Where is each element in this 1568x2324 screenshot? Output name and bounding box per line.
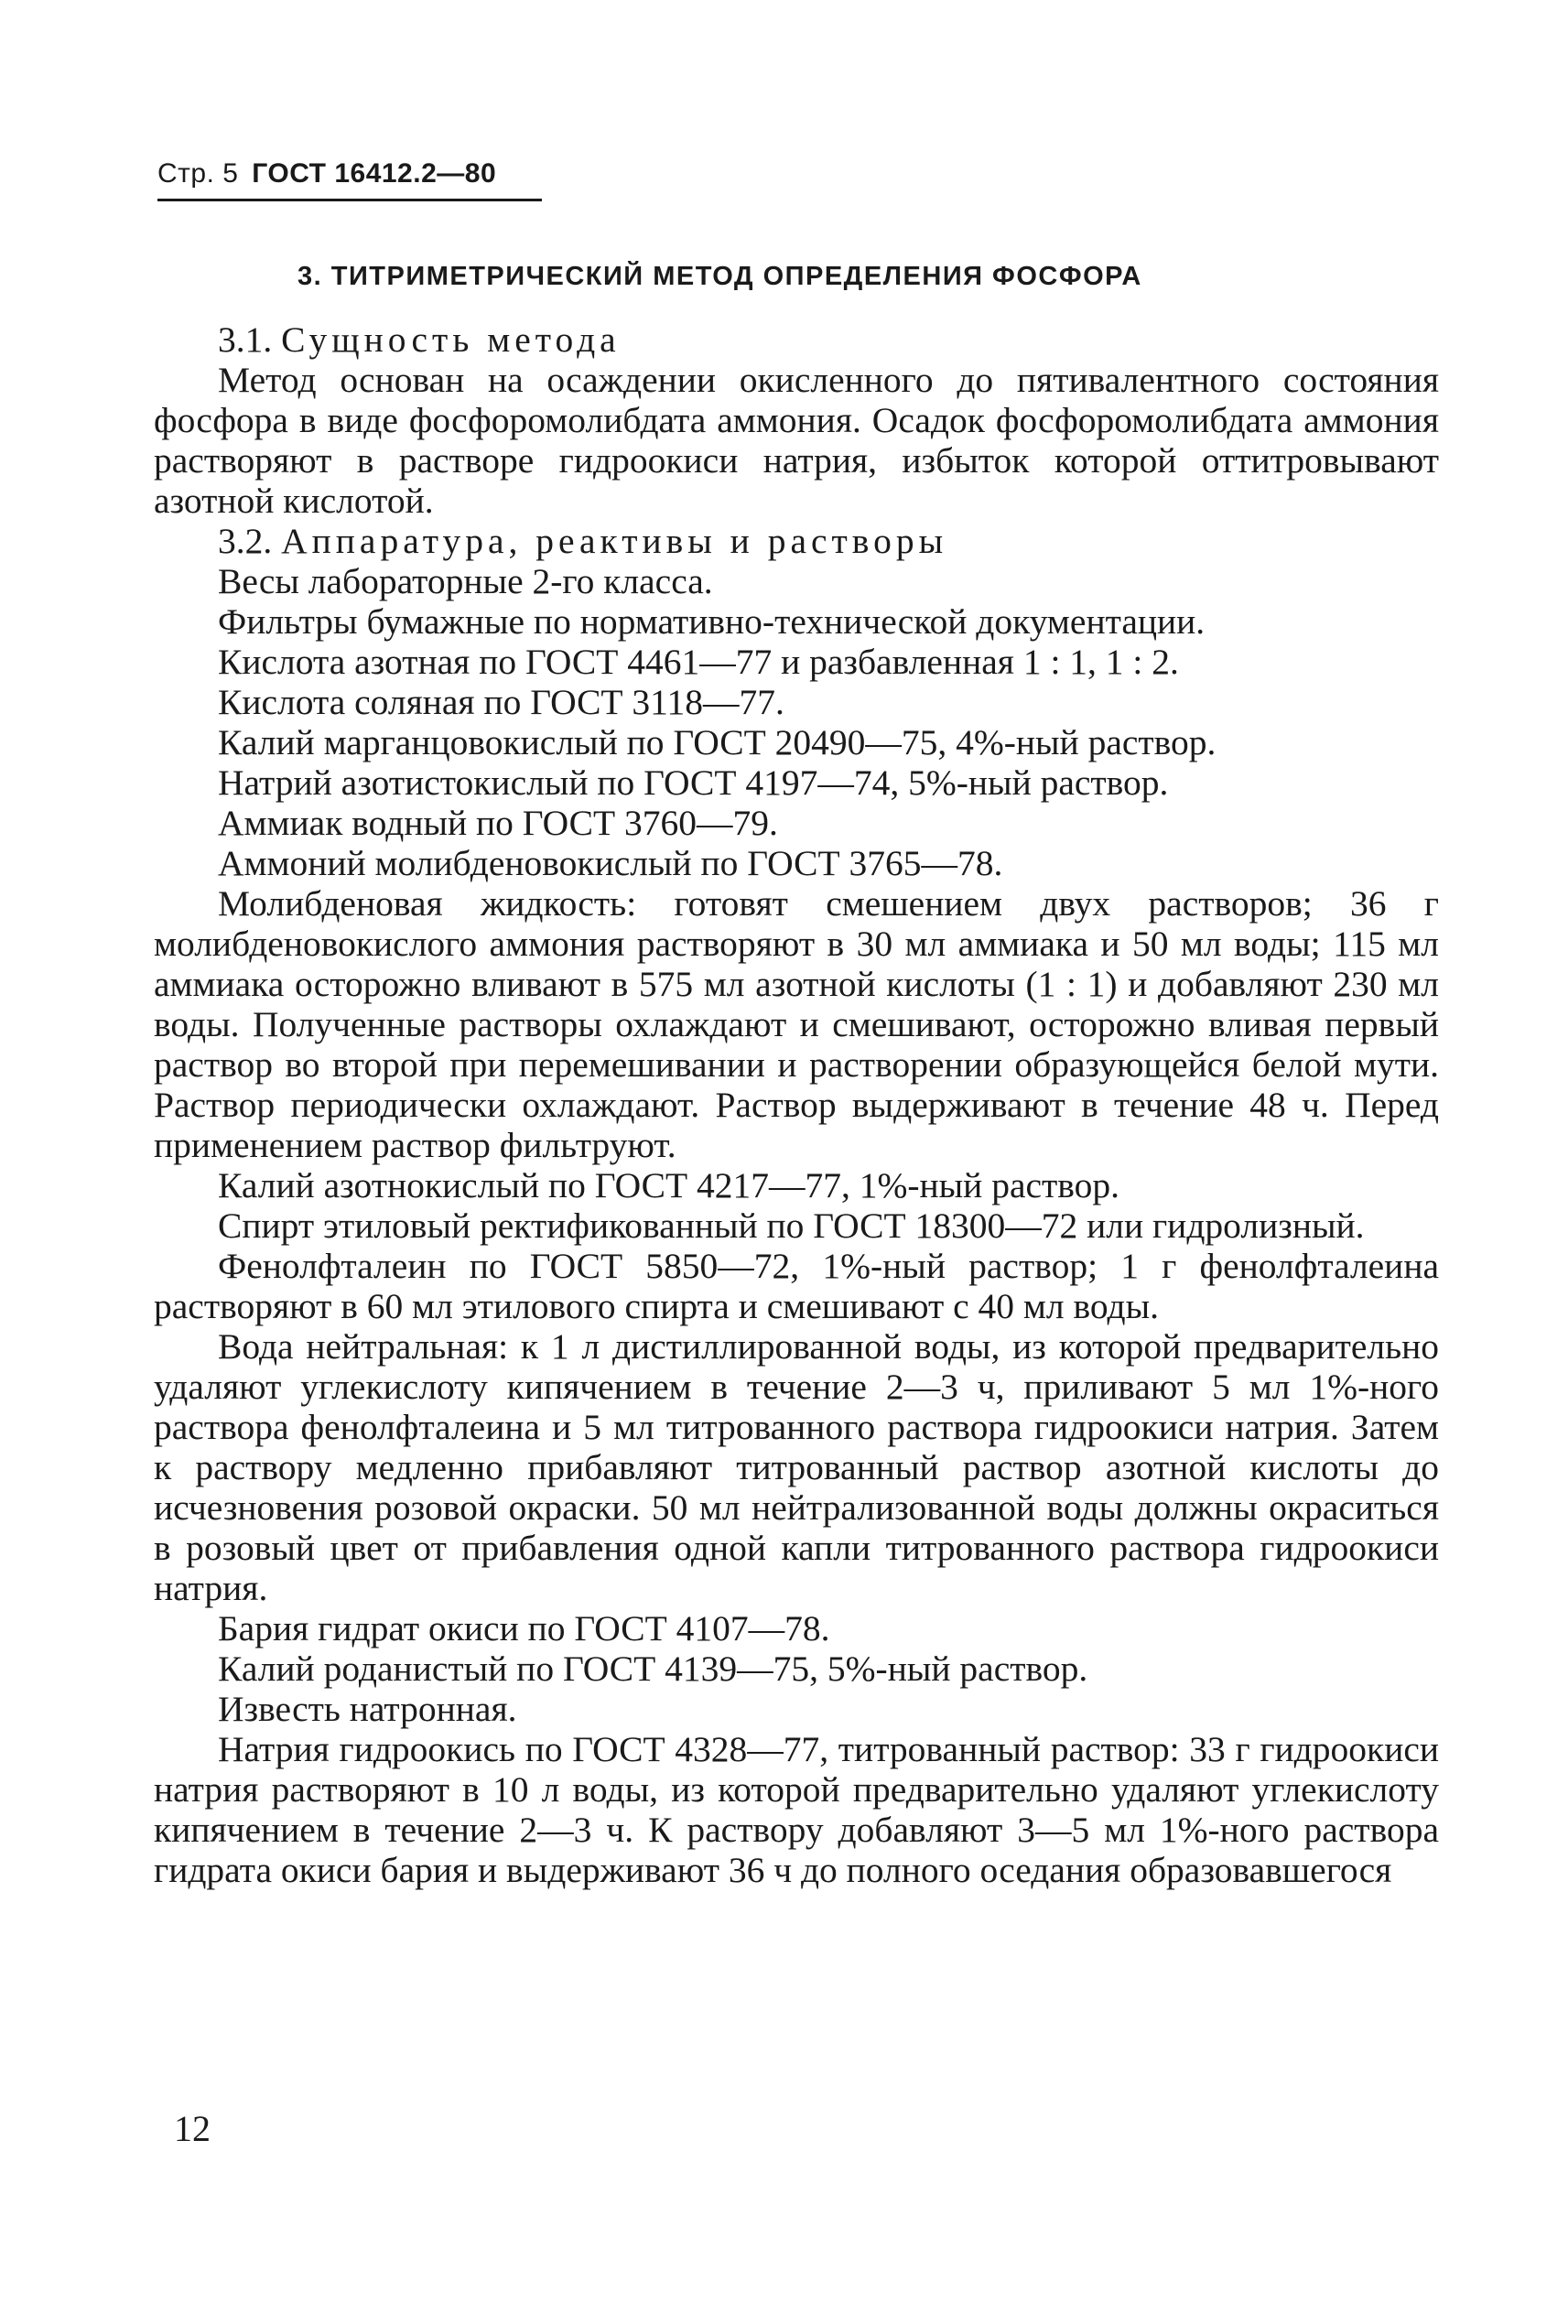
paragraph: Калий роданистый по ГОСТ 4139—75, 5%-ный раствор.	[218, 1648, 1088, 1689]
paragraph: Весы лабораторные 2-го класса.	[218, 561, 713, 601]
subsection-title: Сущность метода	[281, 319, 621, 360]
subsection-heading-3-2	[154, 521, 1439, 561]
paragraph: Аммоний молибденовокислый по ГОСТ 3765—78.	[218, 843, 1003, 883]
subsection-number: 3.2.	[218, 521, 273, 561]
paragraph: Бария гидрат окиси по ГОСТ 4107—78.	[218, 1608, 830, 1648]
paragraph: Вода нейтральная: к 1 л дистиллированной воды, из которой предварительно удаляют углекислоту кипячением в течение 2—3 ч, приливают 5 мл 1%-ного раствора фенолфталеина и 5 мл титрованного раствора гидроокиси натрия. Затем к раствору медленно прибавляют титрованный раствор азотной кислоты до исчезновения розовой окраски. 50 мл нейтрализованной воды должны окраситься в розовый цвет от прибавления одной капли титрованного раствора гидроокиси натрия.	[154, 1326, 1439, 1608]
page-label: Стр. 5	[157, 158, 239, 189]
header-rule	[157, 199, 542, 201]
paragraph: Метод основан на осаждении окисленного до пятивалентного состояния фосфора в виде фосфоромолибдата аммония. Осадок фосфоромолибдата аммония растворяют в растворе гидроокиси натрия, избыток которой оттитровывают азотной кислотой.	[154, 360, 1439, 521]
page-number: 12	[174, 2108, 211, 2149]
paragraph: Кислота соляная по ГОСТ 3118—77.	[218, 682, 784, 722]
section-title: 3. ТИТРИМЕТРИЧЕСКИЙ МЕТОД ОПРЕДЕЛЕНИЯ ФОСФОРА	[297, 262, 1142, 291]
paragraph: Фенолфталеин по ГОСТ 5850—72, 1%-ный раствор; 1 г фенолфталеина растворяют в 60 мл этилового спирта и смешивают с 40 мл воды.	[154, 1246, 1439, 1326]
paragraph: Аммиак водный по ГОСТ 3760—79.	[218, 803, 778, 843]
paragraph: Кислота азотная по ГОСТ 4461—77 и разбавленная 1 : 1, 1 : 2.	[218, 642, 1179, 682]
page-header	[157, 156, 496, 192]
subsection-number: 3.1.	[218, 319, 273, 360]
paragraph: Фильтры бумажные по нормативно-технической документации.	[218, 601, 1206, 642]
subsection-title: Аппаратура, реактивы и растворы	[281, 521, 948, 561]
subsection-heading-3-1	[154, 319, 1439, 360]
standard-number: ГОСТ 16412.2—80	[252, 158, 497, 189]
paragraph: Натрия гидроокись по ГОСТ 4328—77, титрованный раствор: 33 г гидроокиси натрия растворяют в 10 л воды, из которой предварительно удаляют углекислоту кипячением в течение 2—3 ч. К раствору добавляют 3—5 мл 1%-ного раствора гидрата окиси бария и выдерживают 36 ч до полного оседания образовавшегося	[154, 1729, 1439, 1890]
body-text	[154, 319, 1439, 1890]
paragraph: Молибденовая жидкость: готовят смешением двух растворов; 36 г молибденовокислого аммония растворяют в 30 мл аммиака и 50 мл воды; 115 мл аммиака осторожно вливают в 575 мл азотной кислоты (1 : 1) и добавляют 230 мл воды. Полученные растворы охлаждают и смешивают, осторожно вливая первый раствор во второй при перемешивании и растворении образующейся белой мути. Раствор периодически охлаждают. Раствор выдерживают в течение 48 ч. Перед применением раствор фильтруют.	[154, 883, 1439, 1165]
paragraph: Известь натронная.	[218, 1689, 517, 1729]
paragraph: Калий марганцовокислый по ГОСТ 20490—75, 4%-ный раствор.	[218, 722, 1217, 762]
paragraph: Калий азотнокислый по ГОСТ 4217—77, 1%-ный раствор.	[218, 1165, 1120, 1205]
paragraph: Спирт этиловый ректификованный по ГОСТ 18300—72 или гидролизный.	[218, 1205, 1365, 1246]
paragraph: Натрий азотистокислый по ГОСТ 4197—74, 5%-ный раствор.	[218, 762, 1169, 803]
